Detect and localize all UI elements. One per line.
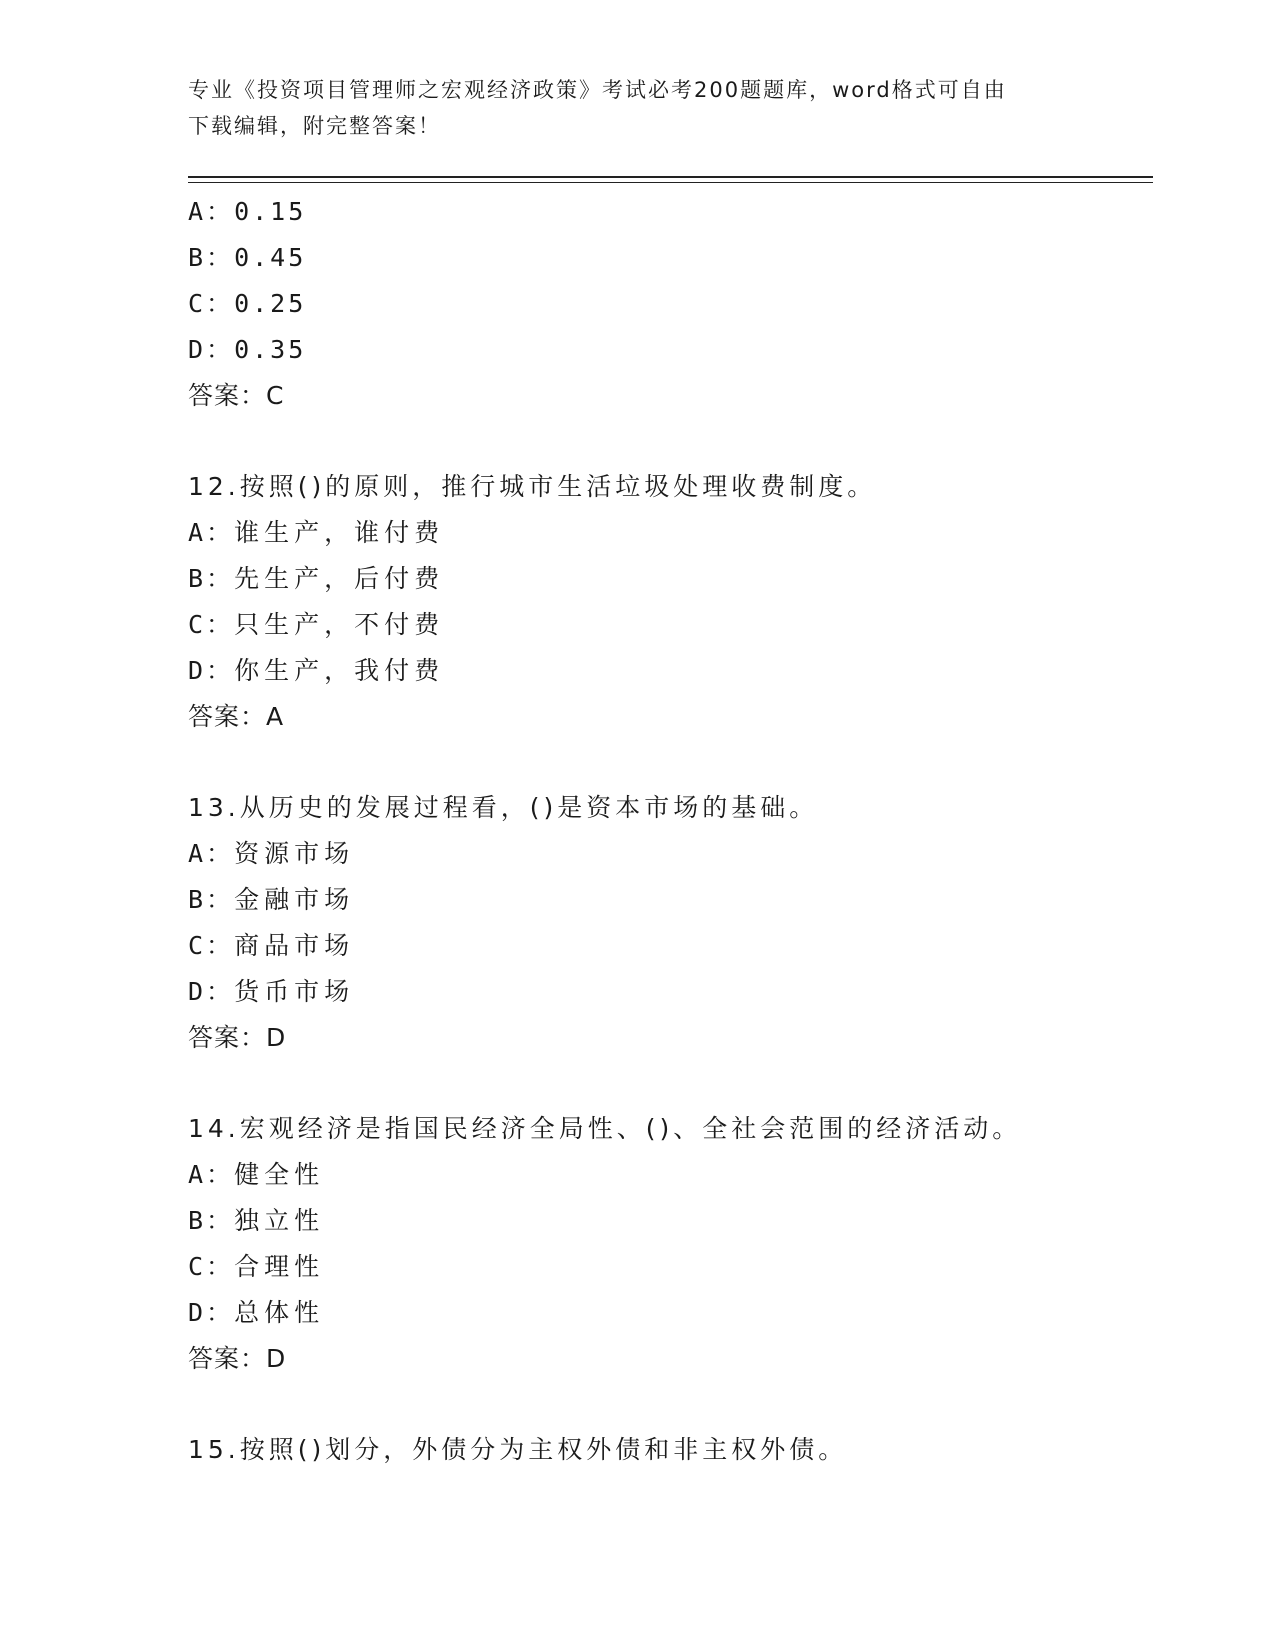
header-line-2: 下载编辑，附完整答案！ <box>188 114 441 138</box>
document-header <box>188 72 1088 144</box>
question-stem: 15.按照()划分，外债分为主权外债和非主权外债。 <box>188 1435 848 1464</box>
option-b: B：金融市场 <box>188 885 355 914</box>
header-line-1: 专业《投资项目管理师之宏观经济政策》考试必考200题题库，word格式可自由 <box>188 78 1007 102</box>
answer-line: 答案：C <box>188 381 285 410</box>
question-stem: 14.宏观经济是指国民经济全局性、()、全社会范围的经济活动。 <box>188 1114 1022 1143</box>
question-stem: 12.按照()的原则，推行城市生活垃圾处理收费制度。 <box>188 472 877 501</box>
option-d: D：你生产，我付费 <box>188 656 445 685</box>
question-12 <box>188 464 1153 740</box>
answer-line: 答案：D <box>188 1344 287 1373</box>
question-13 <box>188 785 1153 1061</box>
question-15 <box>188 1427 1153 1473</box>
option-a: A：0.15 <box>188 197 307 226</box>
header-divider-thick <box>188 176 1153 178</box>
question-11-partial <box>188 189 1153 419</box>
question-stem: 13.从历史的发展过程看，()是资本市场的基础。 <box>188 793 819 822</box>
option-a: A：健全性 <box>188 1160 325 1189</box>
option-d: D：0.35 <box>188 335 307 364</box>
option-c: C：合理性 <box>188 1252 325 1281</box>
option-c: C：商品市场 <box>188 931 355 960</box>
option-a: A：资源市场 <box>188 839 355 868</box>
option-d: D：总体性 <box>188 1298 325 1327</box>
option-b: B：0.45 <box>188 243 307 272</box>
answer-line: 答案：D <box>188 1023 287 1052</box>
option-b: B：先生产，后付费 <box>188 564 445 593</box>
question-list <box>188 189 1153 1473</box>
option-d: D：货币市场 <box>188 977 355 1006</box>
option-c: C：只生产，不付费 <box>188 610 445 639</box>
option-a: A：谁生产，谁付费 <box>188 518 445 547</box>
header-divider-thin <box>188 182 1153 183</box>
question-14 <box>188 1106 1153 1382</box>
answer-line: 答案：A <box>188 702 285 731</box>
option-c: C：0.25 <box>188 289 307 318</box>
option-b: B：独立性 <box>188 1206 325 1235</box>
